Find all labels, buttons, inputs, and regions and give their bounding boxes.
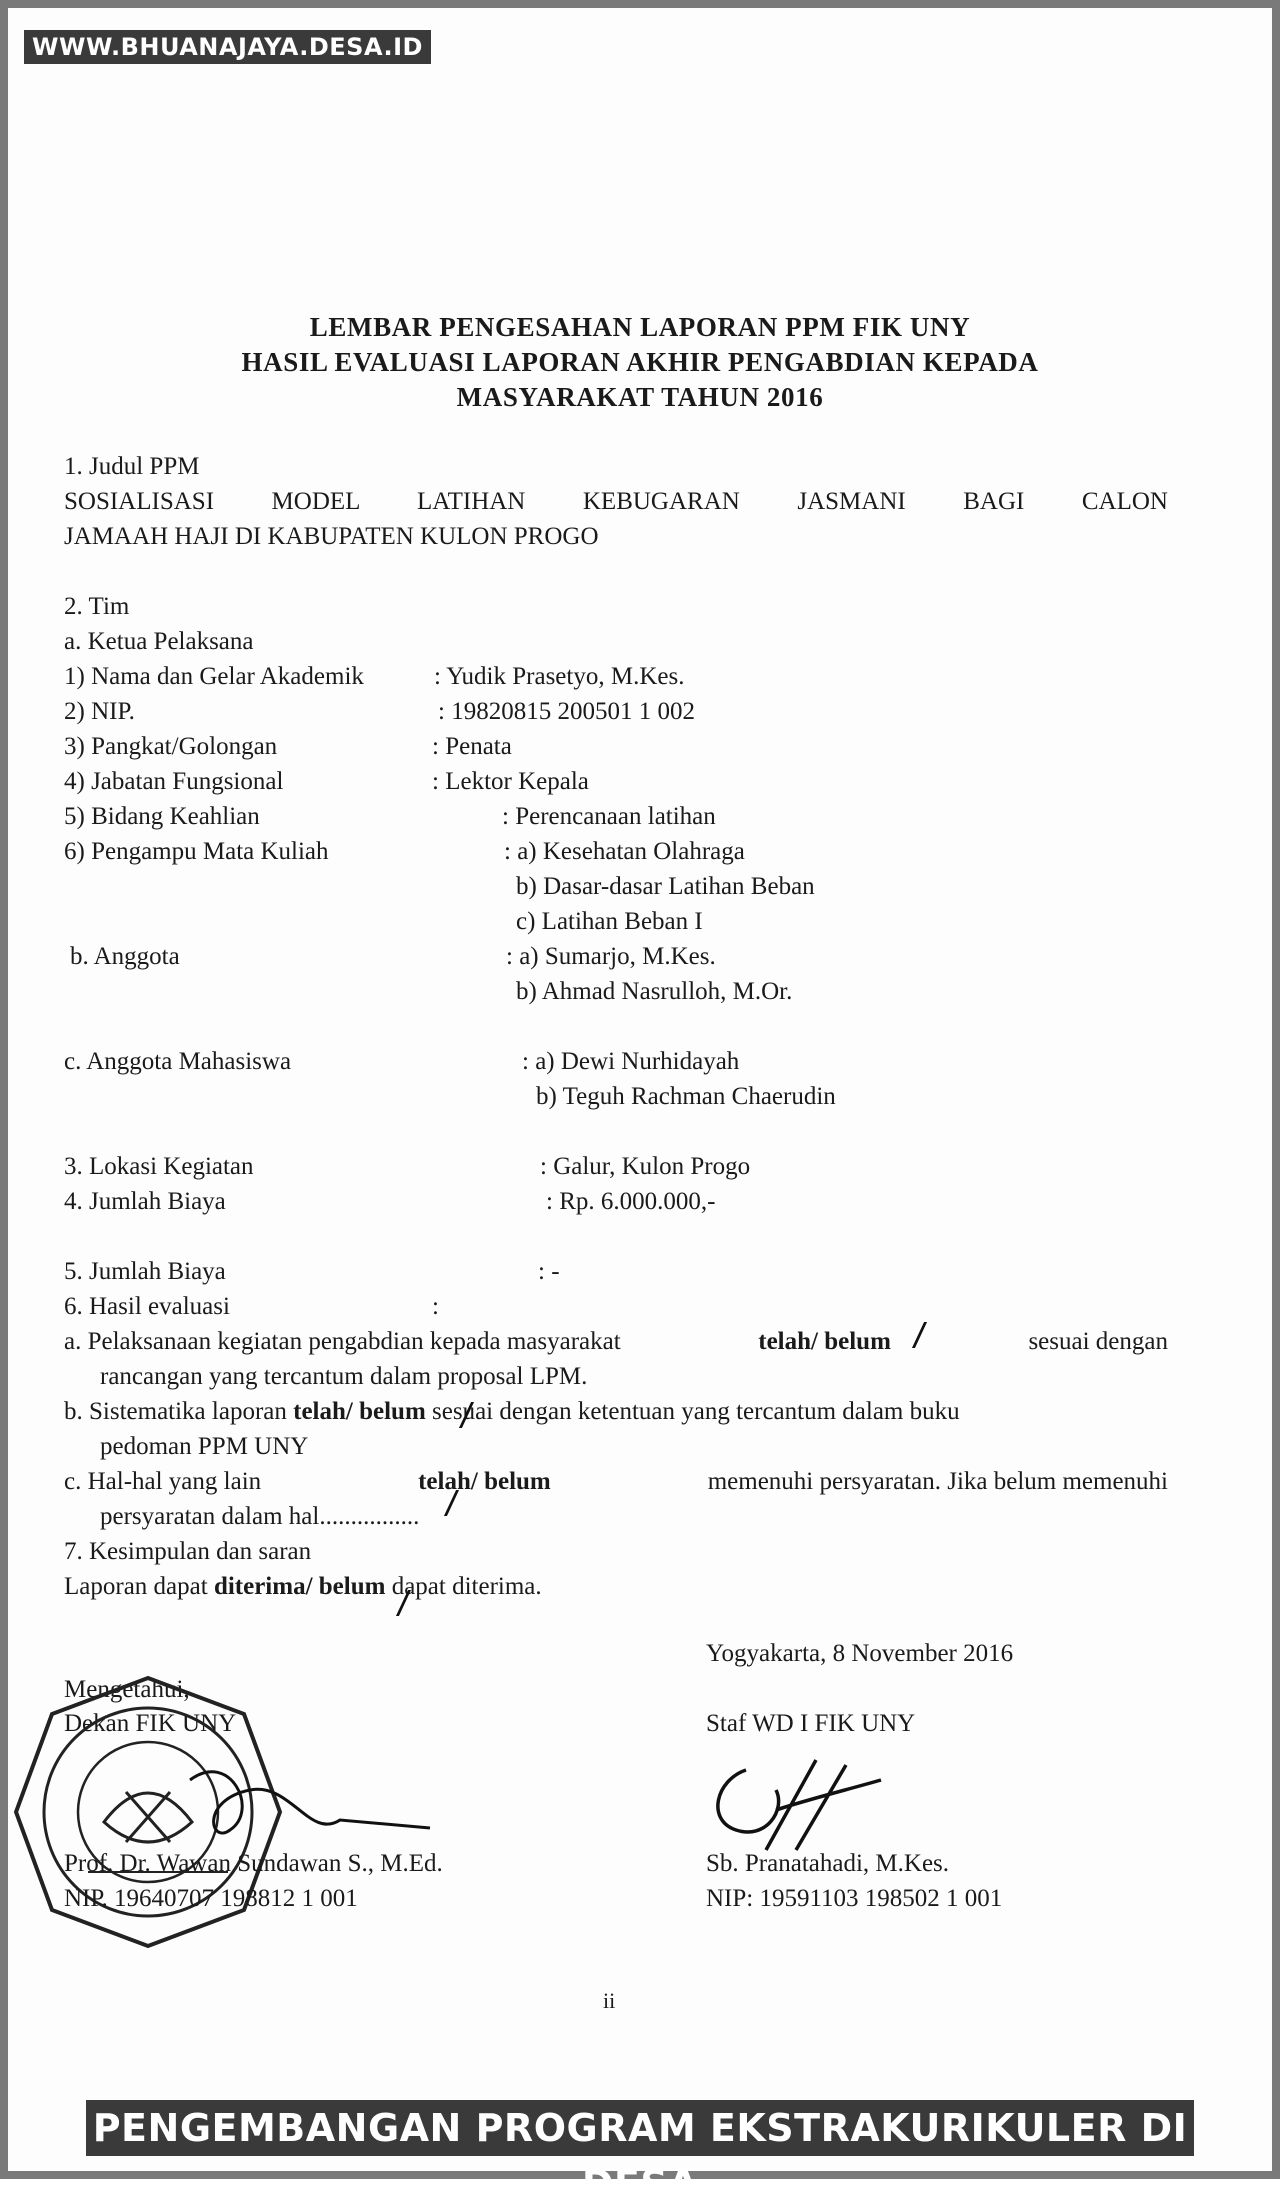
staf-signature: [706, 1750, 886, 1860]
hasil-a-line-1: [64, 1328, 1168, 1356]
mahasiswa-a: : a) Dewi Nurhidayah: [522, 1048, 740, 1075]
nama-value: : Yudik Prasetyo, M.Kes.: [434, 663, 685, 690]
hasil-c-pre: c. Hal-hal yang lain: [64, 1468, 262, 1495]
bottom-banner: PENGEMBANGAN PROGRAM EKSTRAKURIKULER DI DESA: [86, 2100, 1194, 2156]
judul-heading: 1. Judul PPM: [64, 453, 200, 480]
title-line-1: LEMBAR PENGESAHAN LAPORAN PPM FIK UNY: [309, 312, 971, 342]
place-date: Yogyakarta, 8 November 2016: [706, 1640, 1014, 1667]
hasil-a-choice: telah/ belum: [758, 1328, 891, 1355]
ketua-heading: a. Ketua Pelaksana: [64, 628, 254, 655]
bidang-label: 5) Bidang Keahlian: [64, 803, 260, 830]
hasil-colon: :: [432, 1293, 439, 1320]
dekan-nip: NIP. 19640707 198812 1 001: [64, 1885, 358, 1912]
biaya-value: : Rp. 6.000.000,-: [546, 1188, 716, 1215]
pengampu-a: : a) Kesehatan Olahraga: [504, 838, 745, 865]
page-number: ii: [603, 1988, 616, 2013]
tim-heading: 2. Tim: [64, 593, 130, 620]
title-line-2: HASIL EVALUASI LAPORAN AKHIR PENGABDIAN KEPADA: [241, 347, 1039, 377]
pangkat-label: 3) Pangkat/Golongan: [64, 733, 278, 760]
judul-line-1: SOSIALISASI MODEL LATIHAN KEBUGARAN JASMANI BAGI CALON: [64, 488, 1168, 515]
pangkat-value: : Penata: [432, 733, 512, 760]
hasil-b-pre: b. Sistematika laporan: [64, 1398, 287, 1425]
hasil-heading: 6. Hasil evaluasi: [64, 1293, 230, 1320]
anggota-label: b. Anggota: [70, 943, 180, 970]
hasil-c-line-2: persyaratan dalam hal................: [100, 1503, 420, 1530]
pengampu-label: 6) Pengampu Mata Kuliah: [64, 838, 329, 865]
hasil-c-line-1: [64, 1468, 1168, 1496]
hasil-c-choice: telah/ belum: [418, 1468, 551, 1495]
mengetahui-label: Mengetahui,: [64, 1676, 190, 1703]
lokasi-label: 3. Lokasi Kegiatan: [64, 1153, 254, 1180]
hasil-b-post: sesuai dengan ketentuan yang tercantum dalam buku: [432, 1398, 960, 1425]
mahasiswa-label: c. Anggota Mahasiswa: [64, 1048, 292, 1075]
judul-line-2: JAMAAH HAJI DI KABUPATEN KULON PROGO: [64, 523, 599, 550]
dekan-title: Dekan FIK UNY: [64, 1710, 237, 1737]
biaya2-value: : -: [538, 1258, 560, 1285]
anggota-b: b) Ahmad Nasrulloh, M.Or.: [516, 978, 793, 1005]
jabatan-value: : Lektor Kepala: [432, 768, 589, 795]
anggota-a: : a) Sumarjo, M.Kes.: [506, 943, 716, 970]
hasil-b-choice: telah/ belum: [293, 1398, 426, 1425]
kesimpulan-pre: Laporan dapat: [64, 1573, 208, 1600]
biaya-label: 4. Jumlah Biaya: [64, 1188, 226, 1215]
title-line-3: MASYARAKAT TAHUN 2016: [456, 382, 824, 412]
dekan-name: Prof. Dr. Wawan Sundawan S., M.Ed.: [64, 1850, 443, 1877]
hasil-a-line-2: rancangan yang tercantum dalam proposal LPM.: [100, 1363, 588, 1390]
site-watermark: WWW.BHUANAJAYA.DESA.ID: [24, 30, 431, 64]
mahasiswa-b: b) Teguh Rachman Chaerudin: [536, 1083, 836, 1110]
hasil-a-post: sesuai dengan: [1028, 1328, 1168, 1355]
dekan-signature: [170, 1740, 440, 1860]
pengampu-b: b) Dasar-dasar Latihan Beban: [516, 873, 815, 900]
hasil-b-line-2: pedoman PPM UNY: [100, 1433, 309, 1460]
kesimpulan-choice: diterima/ belum: [213, 1573, 386, 1600]
jabatan-label: 4) Jabatan Fungsional: [64, 768, 284, 795]
kesimpulan-heading: 7. Kesimpulan dan saran: [64, 1538, 312, 1565]
staf-name: Sb. Pranatahadi, M.Kes.: [706, 1850, 950, 1877]
nip-value: : 19820815 200501 1 002: [438, 698, 695, 725]
pengampu-c: c) Latihan Beban I: [516, 908, 703, 935]
nip-label: 2) NIP.: [64, 698, 135, 725]
staf-title: Staf WD I FIK UNY: [706, 1710, 916, 1737]
staf-nip: NIP: 19591103 198502 1 001: [706, 1885, 1003, 1912]
bidang-value: : Perencanaan latihan: [502, 803, 716, 830]
hasil-a-pre: a. Pelaksanaan kegiatan pengabdian kepada masyarakat: [64, 1328, 621, 1355]
nama-label: 1) Nama dan Gelar Akademik: [64, 663, 364, 690]
kesimpulan-text: [64, 1573, 542, 1601]
hasil-c-post: memenuhi persyaratan. Jika belum memenuhi: [707, 1468, 1168, 1495]
kesimpulan-post: dapat diterima.: [391, 1573, 542, 1600]
biaya2-label: 5. Jumlah Biaya: [64, 1258, 226, 1285]
lokasi-value: : Galur, Kulon Progo: [540, 1153, 751, 1180]
hasil-b-line-1: [64, 1398, 960, 1426]
